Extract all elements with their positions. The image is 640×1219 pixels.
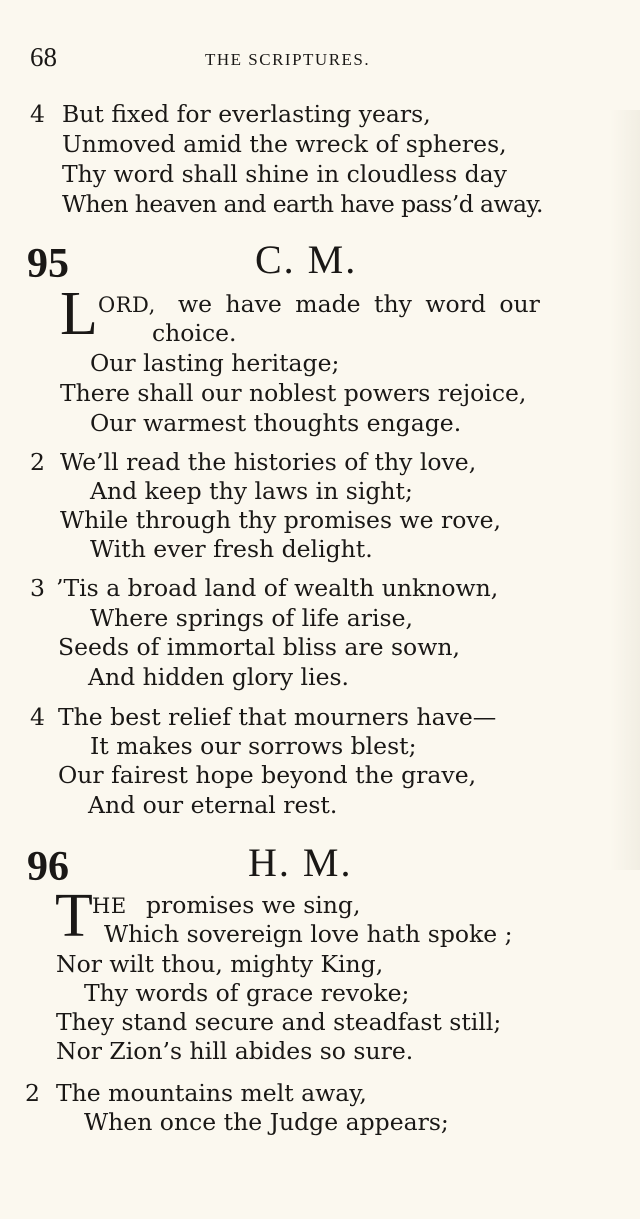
verse-line: And keep thy laws in sight; (90, 477, 413, 505)
page-edge-shadow (610, 110, 640, 870)
verse-line: With ever fresh delight. (90, 535, 373, 563)
verse-line: Seeds of immortal bliss are sown, (58, 633, 460, 661)
verse-line: Which sovereign love hath spoke ; (104, 920, 513, 948)
verse-number: 2 (25, 1079, 40, 1107)
verse-line: It makes our sorrows blest; (90, 732, 417, 760)
verse-line: choice. (152, 319, 237, 347)
verse-line: Our fairest hope beyond the grave, (58, 761, 477, 789)
hymn-number: 95 (27, 241, 69, 287)
hymn-meter: H. M. (248, 840, 353, 885)
running-title: THE SCRIPTURES. (205, 50, 371, 69)
verse-line: The best relief that mourners have— (58, 703, 497, 731)
page-header (30, 42, 590, 76)
verse-line: Unmoved amid the wreck of spheres, (62, 130, 507, 158)
verse-line-first (92, 894, 127, 918)
verse-line: But fixed for everlasting years, (62, 100, 431, 128)
verse-number: 4 (30, 703, 45, 731)
verse-line: Our warmest thoughts engage. (90, 409, 462, 437)
verse-line: ’Tis a broad land of wealth unknown, (56, 574, 499, 602)
hymn-meter: C. M. (255, 237, 358, 282)
hymn-number: 96 (27, 844, 69, 890)
verse-line: The mountains melt away, (56, 1079, 367, 1107)
verse-line: Nor wilt thou, mighty King, (56, 950, 384, 978)
verse-line-first (98, 293, 156, 317)
verse-line: While through thy promises we rove, (60, 506, 502, 534)
verse-line: Thy word shall shine in cloudless day (62, 160, 507, 188)
first-word-rest: HE (92, 894, 127, 918)
verse-line: They stand secure and steadfast still; (56, 1008, 502, 1036)
verse-line: Where springs of life arise, (90, 604, 413, 632)
verse-line: We’ll read the histories of thy love, (60, 448, 477, 476)
verse-line: Our lasting heritage; (90, 349, 340, 377)
verse-number: 3 (30, 574, 45, 602)
page-number: 68 (30, 42, 57, 72)
verse-line: There shall our noblest powers rejoice, (60, 379, 527, 407)
verse-number: 4 (30, 100, 45, 128)
verse-line: Thy words of grace revoke; (84, 979, 410, 1007)
verse-line: When heaven and earth have pass’d away. (62, 190, 543, 218)
verse-line: And hidden glory lies. (88, 663, 350, 691)
verse-line: When once the Judge appears; (84, 1108, 449, 1136)
drop-cap: T (55, 882, 93, 950)
drop-cap: L (60, 280, 98, 348)
verse-line: Nor Zion’s hill abides so sure. (56, 1037, 414, 1065)
verse-line: And our eternal rest. (88, 791, 338, 819)
verse-number: 2 (30, 448, 45, 476)
verse-line: promises we sing, (146, 891, 361, 919)
verse-line: we have made thy word our (178, 290, 540, 318)
first-word-rest: ORD, (98, 293, 156, 317)
